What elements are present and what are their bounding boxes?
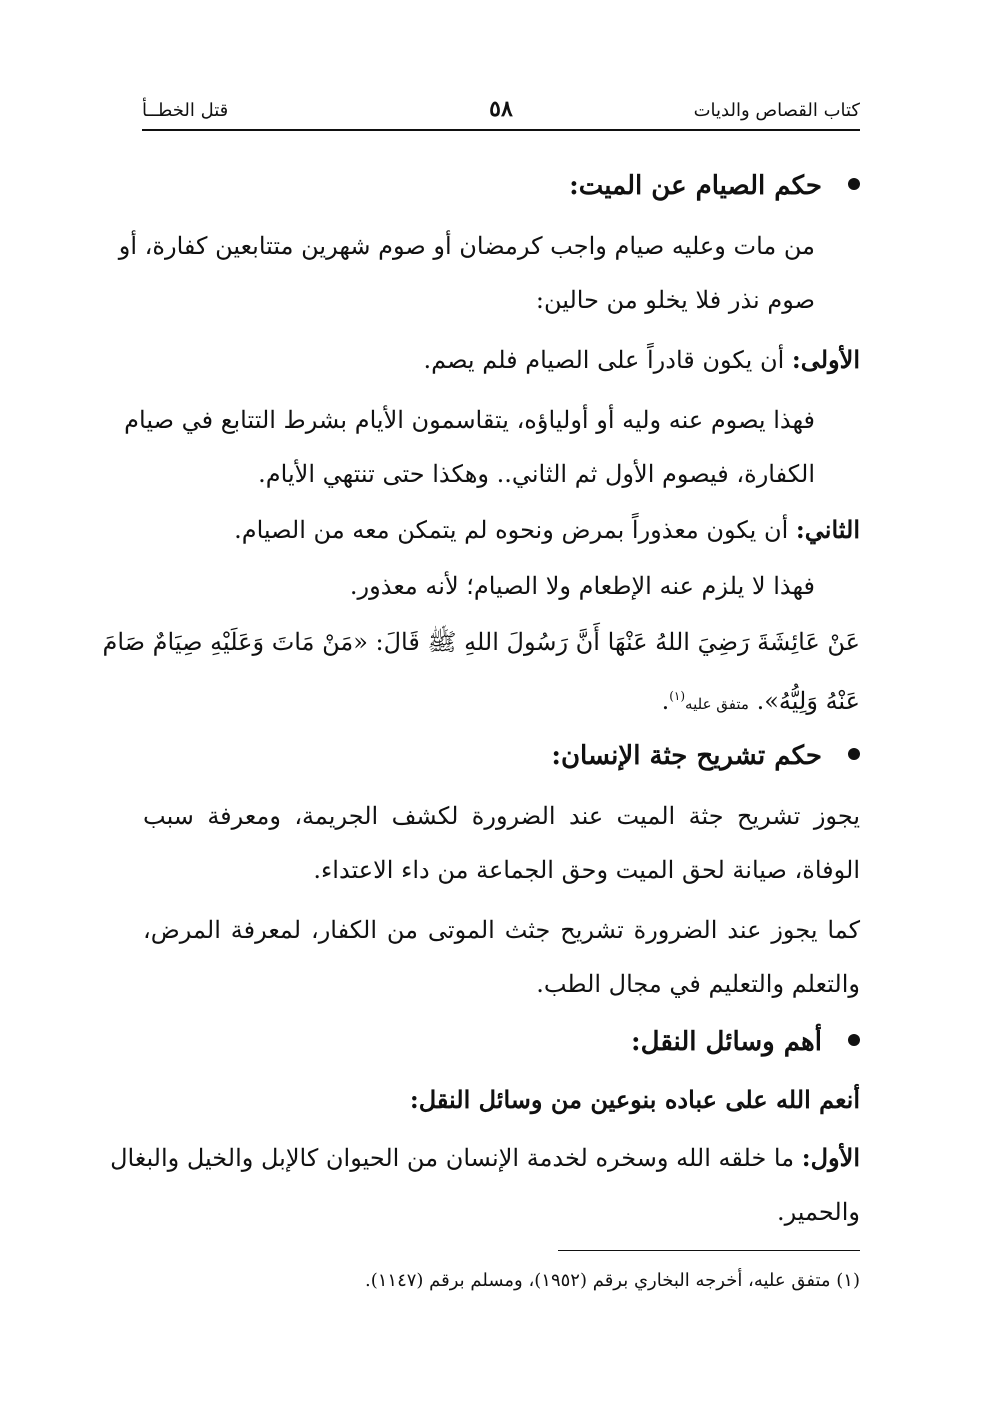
first-ruling-line1: فهذا يصوم عنه وليه أو أولياؤه، يتقاسمون الأيام بشرط التتابع في صيام xyxy=(124,406,815,434)
heading-text: حكم تشريح جثة الإنسان: xyxy=(551,741,822,771)
heading-autopsy xyxy=(551,738,860,774)
hadith-source: متفق عليه xyxy=(685,695,749,713)
first-ruling-line2: الكفارة، فيصوم الأول ثم الثاني.. وهكذا حتى تنتهي الأيام. xyxy=(258,460,815,488)
fasting-first-case xyxy=(424,342,860,378)
hadith-text-end: عَنْهُ وَلِيُّهُ». xyxy=(756,687,860,715)
heading-transport xyxy=(631,1024,860,1060)
transport-first-line1 xyxy=(110,1140,860,1176)
heading-text: حكم الصيام عن الميت: xyxy=(569,171,822,201)
transport-first-line2: والحمير. xyxy=(776,1198,860,1226)
autopsy-p1-line1: يجوز تشريح جثة الميت عند الضرورة لكشف الجريمة، ومعرفة سبب xyxy=(143,802,860,830)
fasting-intro-line1: من مات وعليه صيام واجب كرمضان أو صوم شهرين متتابعين كفارة، أو xyxy=(118,232,815,260)
autopsy-p2-line1: كما يجوز عند الضرورة تشريح جثث الموتى من الكفار، لمعرفة المرض، xyxy=(143,916,861,944)
first-case-label: الأولى: xyxy=(791,345,860,374)
footnote-divider xyxy=(558,1250,860,1251)
header-divider xyxy=(142,129,860,131)
book-title: كتاب القصاص والديات xyxy=(693,100,860,121)
first-case-text: أن يكون قادراً على الصيام فلم يصم. xyxy=(423,346,785,374)
transport-intro: أنعم الله على عباده بنوعين من وسائل النقل: xyxy=(409,1085,860,1114)
footnote-1: (١) متفق عليه، أخرجه البخاري برقم (١٩٥٢)، ومسلم برقم (١١٤٧). xyxy=(365,1270,860,1291)
hadith-line1: عَنْ عَائِشَةَ رَضِيَ اللهُ عَنْهَا أَنَّ رَسُولَ اللهِ ﷺ قَالَ: «مَنْ مَاتَ وَعَلَيْهِ صِيَامٌ صَامَ xyxy=(102,628,860,656)
second-case-label: الثاني: xyxy=(795,515,860,544)
running-header xyxy=(142,96,860,128)
second-case-text: أن يكون معذوراً بمرض ونحوه لم يتمكن معه من الصيام. xyxy=(234,516,789,544)
transport-first-text: ما خلقه الله وسخره لخدمة الإنسان من الحيوان كالإبل والخيل والبغال xyxy=(110,1144,795,1172)
bullet-icon xyxy=(848,748,860,760)
chapter-title: قتل الخطــأ xyxy=(142,100,229,121)
page-number: ٥٨ xyxy=(489,96,513,122)
footnote-ref[interactable]: (١) xyxy=(669,689,686,703)
hadith-line2: عَنْهُ وَلِيُّهُ». متفق عليه$^{(١)}$. xyxy=(661,687,860,715)
bullet-icon xyxy=(848,1034,860,1046)
transport-first-label: الأول: xyxy=(801,1143,860,1172)
second-ruling: فهذا لا يلزم عنه الإطعام ولا الصيام؛ لأنه معذور. xyxy=(349,572,815,600)
bullet-icon xyxy=(848,178,860,190)
fasting-second-case xyxy=(234,512,860,548)
heading-fasting xyxy=(569,168,860,204)
autopsy-p2-line2: والتعلم والتعليم في مجال الطب. xyxy=(536,970,860,998)
fasting-intro-line2: صوم نذر فلا يخلو من حالين: xyxy=(535,286,815,314)
autopsy-p1-line2: الوفاة، صيانة لحق الميت وحق الجماعة من داء الاعتداء. xyxy=(313,856,860,884)
heading-text: أهم وسائل النقل: xyxy=(631,1027,822,1057)
